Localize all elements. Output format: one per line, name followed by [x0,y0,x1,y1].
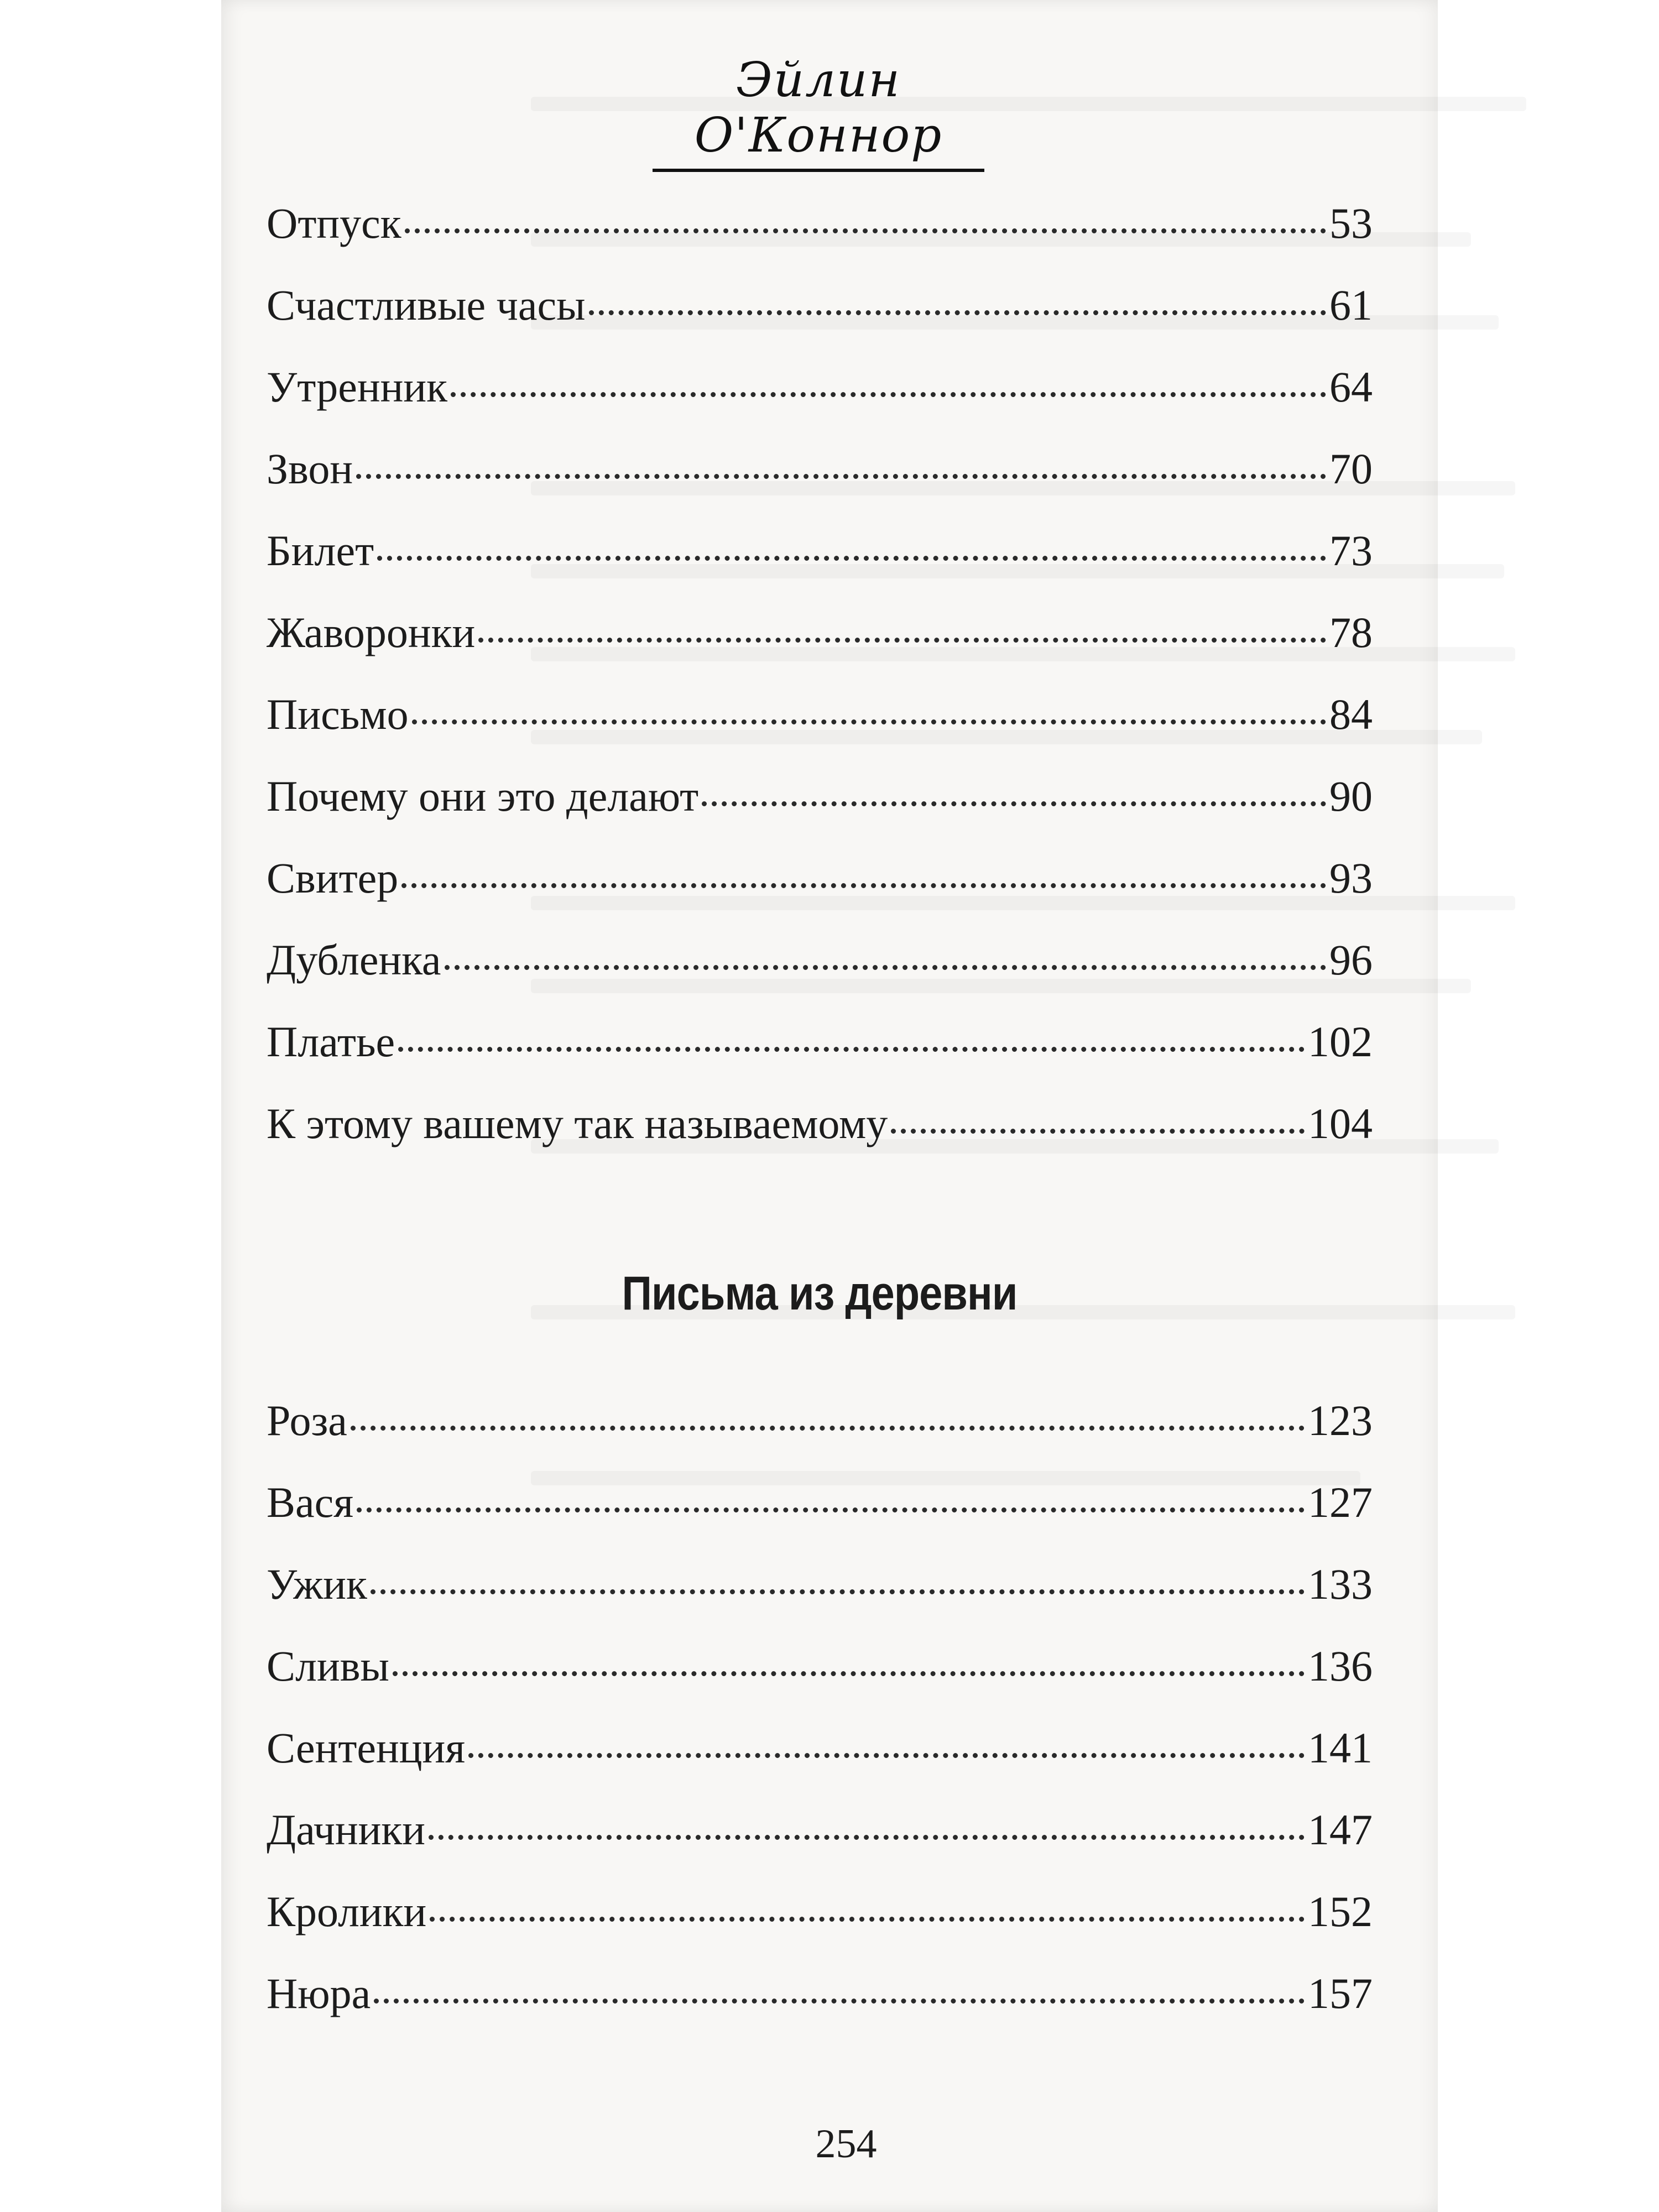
toc-entry [267,919,1373,1001]
entry-page-number: 152 [1308,1887,1373,1936]
toc-list [267,1380,1373,2034]
toc-entry [267,1083,1373,1165]
dot-leader [356,469,1326,479]
entry-title: Почему они это делают [267,772,699,820]
entry-title: Сливы [267,1642,389,1690]
toc-entry [267,1707,1373,1789]
entry-page-number: 84 [1329,690,1373,738]
entry-title: Роза [267,1396,347,1444]
entry-title: К этому вашему так называемому [267,1099,888,1147]
toc-entry [267,837,1373,919]
entry-page-number: 136 [1308,1642,1373,1690]
dot-leader [371,1585,1305,1594]
entry-page-number: 102 [1308,1018,1373,1066]
dot-leader [702,797,1326,806]
entry-title: Нюра [267,1969,371,2017]
dot-leader [374,1994,1305,2004]
dot-leader [393,1667,1305,1676]
entry-page-number: 78 [1329,608,1373,656]
dot-leader [405,224,1326,233]
entry-title: Сентенция [267,1724,466,1772]
toc-entry [267,1625,1373,1707]
toc-entry [267,1001,1373,1083]
toc-entry [267,1380,1373,1462]
dot-leader [445,961,1326,970]
entry-page-number: 157 [1308,1969,1373,2017]
entry-title: Платье [267,1018,395,1066]
dot-leader [412,715,1326,724]
page-number: 254 [815,2121,877,2167]
entry-page-number: 127 [1308,1478,1373,1526]
dot-leader [351,1421,1305,1431]
dot-leader [398,1042,1305,1052]
entry-page-number: 141 [1308,1724,1373,1772]
entry-page-number: 123 [1308,1396,1373,1444]
entry-title: Счастливые часы [267,281,586,329]
toc-entry [267,1543,1373,1625]
entry-title: Вася [267,1478,354,1526]
dot-leader [891,1124,1305,1134]
entry-title: Утренник [267,363,448,411]
entry-page-number: 96 [1329,936,1373,984]
entry-page-number: 73 [1329,526,1373,575]
toc-entry [267,592,1373,674]
entry-title: Кролики [267,1887,427,1936]
entry-title: Ужик [267,1560,367,1608]
entry-page-number: 64 [1329,363,1373,411]
entry-page-number: 133 [1308,1560,1373,1608]
dot-leader [401,879,1326,888]
header-author: Эйлин О'Коннор [653,53,984,172]
entry-page-number: 70 [1329,445,1373,493]
show-through-line [531,1305,1515,1319]
dot-leader [478,633,1326,643]
toc-entry [267,674,1373,755]
dot-leader [430,1912,1305,1922]
toc-entry [267,182,1373,264]
entry-page-number: 104 [1308,1099,1373,1147]
entry-page-number: 53 [1329,199,1373,247]
toc-entry [267,1871,1373,1953]
toc-section-1 [267,182,1373,1165]
entry-title: Звон [267,445,353,493]
toc-entry [267,428,1373,510]
entry-page-number: 90 [1329,772,1373,820]
entry-page-number: 147 [1308,1806,1373,1854]
entry-title: Отпуск [267,199,401,247]
section-heading: Письма из деревни [622,1267,1018,1320]
entry-title: Билет [267,526,374,575]
toc-entry [267,1462,1373,1543]
dot-leader [451,388,1326,397]
entry-title: Жаворонки [267,608,476,656]
toc-section-2 [267,1380,1373,2034]
entry-title: Дубленка [267,936,441,984]
entry-title: Письмо [267,690,409,738]
dot-leader [377,551,1326,561]
entry-page-number: 93 [1329,854,1373,902]
dot-leader [357,1503,1305,1512]
toc-entry [267,264,1373,346]
toc-entry [267,1789,1373,1871]
dot-leader [589,306,1326,315]
running-header [653,53,984,172]
dot-leader [429,1830,1305,1840]
entry-title: Свитер [267,854,399,902]
toc-list [267,182,1373,1165]
dot-leader [468,1749,1305,1758]
toc-entry [267,510,1373,592]
toc-entry [267,1953,1373,2034]
toc-entry [267,346,1373,428]
entry-title: Дачники [267,1806,426,1854]
toc-entry [267,755,1373,837]
entry-page-number: 61 [1329,281,1373,329]
